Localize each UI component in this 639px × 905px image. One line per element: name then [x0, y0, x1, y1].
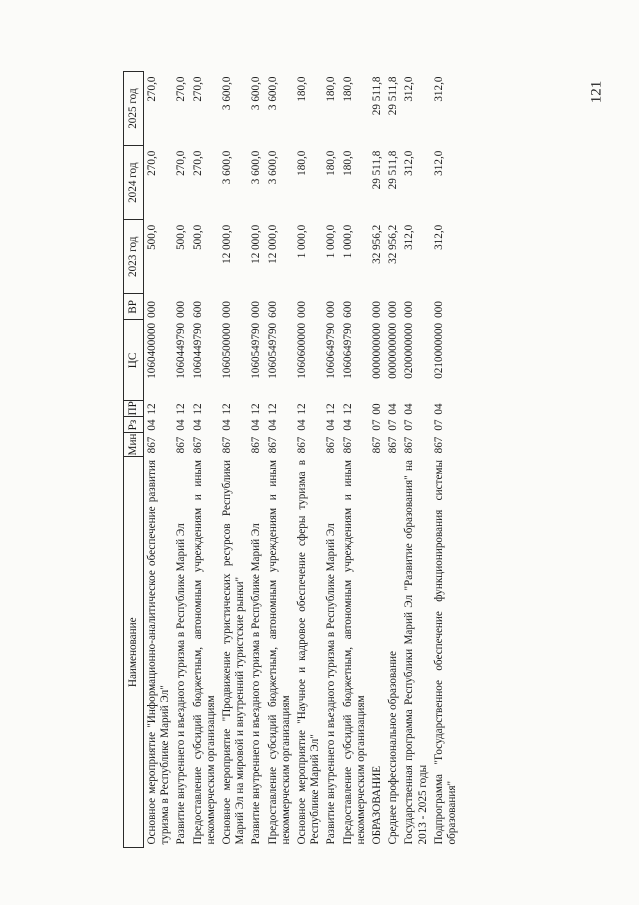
- row-rz: 04: [146, 419, 158, 431]
- row-pr: 12: [266, 403, 279, 415]
- row-value-2024: 180,0: [325, 150, 338, 176]
- column-header-2024: 2024 год: [124, 146, 144, 220]
- row-min: 867: [250, 436, 263, 454]
- column-header-min: Мин: [124, 433, 144, 457]
- row-value-2023: 500,0: [191, 224, 204, 250]
- row-pr: 04: [387, 403, 400, 415]
- column-header-name: Наименование: [124, 457, 144, 848]
- row-min: 867: [175, 436, 188, 454]
- row-pr: 12: [341, 403, 354, 415]
- row-min: 867: [371, 436, 384, 454]
- row-min: 867: [146, 436, 158, 454]
- row-value-2025: 312,0: [403, 76, 416, 102]
- rotated-page-content: [123, 71, 515, 848]
- row-name: Основное мероприятие "Продвижение туристических ресурсов Республики Марий Эл на мировой и внутренний туристские рынки": [221, 460, 247, 845]
- row-value-2023: 500,0: [175, 224, 188, 250]
- row-name: Государственная программа Республики Марий Эл "Развитие образования" на 2013 - 2025 годы: [403, 460, 429, 845]
- row-value-2023: 1 000,0: [296, 224, 309, 259]
- page-number: 121: [588, 80, 605, 104]
- row-rz: 04: [266, 419, 279, 431]
- row-min: 867: [325, 436, 338, 454]
- row-value-2025: 312,0: [432, 76, 445, 102]
- row-vr: 000: [403, 301, 416, 318]
- table-row: [174, 72, 190, 848]
- row-vr: 000: [371, 301, 384, 318]
- row-value-2025: 180,0: [325, 76, 338, 102]
- row-name: Развитие внутреннего и въездного туризма в Республике Марий Эл: [175, 523, 188, 845]
- row-value-2023: 32 956,2: [387, 224, 400, 264]
- table-header: [124, 72, 144, 848]
- row-value-2024: 3 600,0: [250, 150, 263, 185]
- row-vr: 000: [250, 301, 263, 318]
- row-rz: 04: [325, 419, 338, 431]
- row-value-2025: 3 600,0: [221, 76, 234, 111]
- row-min: 867: [266, 436, 279, 454]
- row-value-2024: 312,0: [403, 150, 416, 176]
- row-value-2024: 180,0: [341, 150, 354, 176]
- row-name: Предоставление субсидий бюджетным, автономным учреждениям и иным некоммерческим организациям: [341, 460, 367, 845]
- row-vr: 600: [191, 301, 204, 318]
- row-rz: 04: [191, 419, 204, 431]
- table-row: [220, 72, 249, 848]
- row-value-2023: 1 000,0: [341, 224, 354, 259]
- row-pr: 00: [371, 403, 384, 415]
- table-row: [144, 72, 175, 848]
- row-value-2024: 270,0: [191, 150, 204, 176]
- row-pr: 04: [432, 403, 445, 415]
- row-value-2024: 312,0: [432, 150, 445, 176]
- row-value-2025: 270,0: [191, 76, 204, 102]
- table-body: [144, 72, 462, 848]
- column-header-pr: ПР: [124, 401, 144, 417]
- row-value-2025: 3 600,0: [250, 76, 263, 111]
- row-value-2025: 29 511,8: [371, 76, 384, 116]
- row-value-2024: 29 511,8: [371, 150, 384, 190]
- row-cs: 1060449790: [191, 322, 204, 379]
- row-value-2023: 32 956,2: [371, 224, 384, 264]
- row-value-2023: 312,0: [432, 224, 445, 250]
- row-rz: 07: [403, 419, 416, 431]
- row-rz: 07: [371, 419, 384, 431]
- row-vr: 600: [266, 301, 279, 318]
- row-pr: 12: [221, 403, 234, 415]
- table-row: [386, 72, 402, 848]
- column-header-2025: 2025 год: [124, 72, 144, 146]
- column-header-vr: ВР: [124, 294, 144, 320]
- row-rz: 07: [432, 419, 445, 431]
- row-value-2023: 12 000,0: [250, 224, 263, 264]
- row-value-2023: 12 000,0: [266, 224, 279, 264]
- row-value-2023: 312,0: [403, 224, 416, 250]
- row-pr: 12: [296, 403, 309, 415]
- budget-table: [123, 71, 461, 848]
- row-rz: 04: [341, 419, 354, 431]
- row-value-2024: 3 600,0: [266, 150, 279, 185]
- row-pr: 12: [250, 403, 263, 415]
- row-name: Развитие внутреннего и въездного туризма в Республике Марий Эл: [325, 523, 338, 845]
- row-vr: 000: [325, 301, 338, 318]
- row-value-2025: 180,0: [296, 76, 309, 102]
- table-row: [370, 72, 386, 848]
- row-value-2025: 3 600,0: [266, 76, 279, 111]
- row-cs: 1060400000: [146, 322, 158, 379]
- row-min: 867: [432, 436, 445, 454]
- row-min: 867: [341, 436, 354, 454]
- row-min: 867: [221, 436, 234, 454]
- table-row: [402, 72, 431, 848]
- table-row: [341, 72, 370, 848]
- row-cs: 1060649790: [325, 322, 338, 379]
- row-value-2023: 12 000,0: [221, 224, 234, 264]
- row-rz: 07: [387, 419, 400, 431]
- row-rz: 04: [250, 419, 263, 431]
- row-cs: 1060549790: [250, 322, 263, 379]
- row-value-2024: 29 511,8: [387, 150, 400, 190]
- row-rz: 04: [296, 419, 309, 431]
- row-cs: 1060549790: [266, 322, 279, 379]
- table-row: [324, 72, 340, 848]
- row-vr: 000: [387, 301, 400, 318]
- row-value-2024: 270,0: [146, 150, 158, 176]
- table-row: [432, 72, 461, 848]
- row-pr: 12: [325, 403, 338, 415]
- row-name: Развитие внутреннего и въездного туризма в Республике Марий Эл: [250, 523, 263, 845]
- table-row: [249, 72, 265, 848]
- row-cs: 1060600000: [296, 322, 309, 379]
- row-min: 867: [296, 436, 309, 454]
- row-name: Предоставление субсидий бюджетным, автономным учреждениям и иным некоммерческим организациям: [266, 460, 292, 845]
- row-name: Подпрограмма "Государственное обеспечение функционирования системы образования": [432, 460, 459, 845]
- row-cs: 0000000000: [371, 322, 384, 379]
- row-min: 867: [387, 436, 400, 454]
- row-name: Предоставление субсидий бюджетным, автономным учреждениям и иным некоммерческим организациям: [191, 460, 217, 845]
- row-pr: 12: [191, 403, 204, 415]
- column-header-2023: 2023 год: [124, 220, 144, 294]
- row-vr: 000: [296, 301, 309, 318]
- column-header-cs: ЦС: [124, 320, 144, 401]
- row-pr: 04: [403, 403, 416, 415]
- row-value-2023: 500,0: [146, 224, 158, 250]
- row-pr: 12: [146, 403, 158, 415]
- row-name: Основное мероприятие "Информационно-аналитическое обеспечение развития туризма в Республике Марий Эл": [146, 460, 172, 845]
- row-cs: 0000000000: [387, 322, 400, 379]
- row-value-2024: 180,0: [296, 150, 309, 176]
- row-name: Среднее профессиональное образование: [387, 650, 400, 845]
- row-value-2024: 270,0: [175, 150, 188, 176]
- row-rz: 04: [175, 419, 188, 431]
- row-cs: 0210000000: [432, 322, 445, 379]
- table-row: [191, 72, 220, 848]
- row-value-2025: 270,0: [146, 76, 158, 102]
- table-row: [266, 72, 295, 848]
- row-pr: 12: [175, 403, 188, 415]
- row-cs: 0200000000: [403, 322, 416, 379]
- row-name: Основное мероприятие "Научное и кадровое обеспечение сферы туризма в Республике Марий Эл": [296, 460, 322, 845]
- row-rz: 04: [221, 419, 234, 431]
- row-name: ОБРАЗОВАНИЕ: [371, 765, 384, 845]
- row-min: 867: [403, 436, 416, 454]
- row-value-2023: 1 000,0: [325, 224, 338, 259]
- row-vr: 000: [221, 301, 234, 318]
- row-value-2024: 3 600,0: [221, 150, 234, 185]
- table-row: [295, 72, 324, 848]
- header-row: [124, 72, 144, 848]
- row-value-2025: 29 511,8: [387, 76, 400, 116]
- row-cs: 1060500000: [221, 322, 234, 379]
- row-value-2025: 180,0: [341, 76, 354, 102]
- row-vr: 000: [175, 301, 188, 318]
- row-vr: 000: [432, 301, 445, 318]
- row-cs: 1060449790: [175, 322, 188, 379]
- row-vr: 000: [146, 301, 158, 318]
- column-header-rz: Рз: [124, 417, 144, 433]
- row-min: 867: [191, 436, 204, 454]
- row-vr: 600: [341, 301, 354, 318]
- row-cs: 1060649790: [341, 322, 354, 379]
- row-value-2025: 270,0: [175, 76, 188, 102]
